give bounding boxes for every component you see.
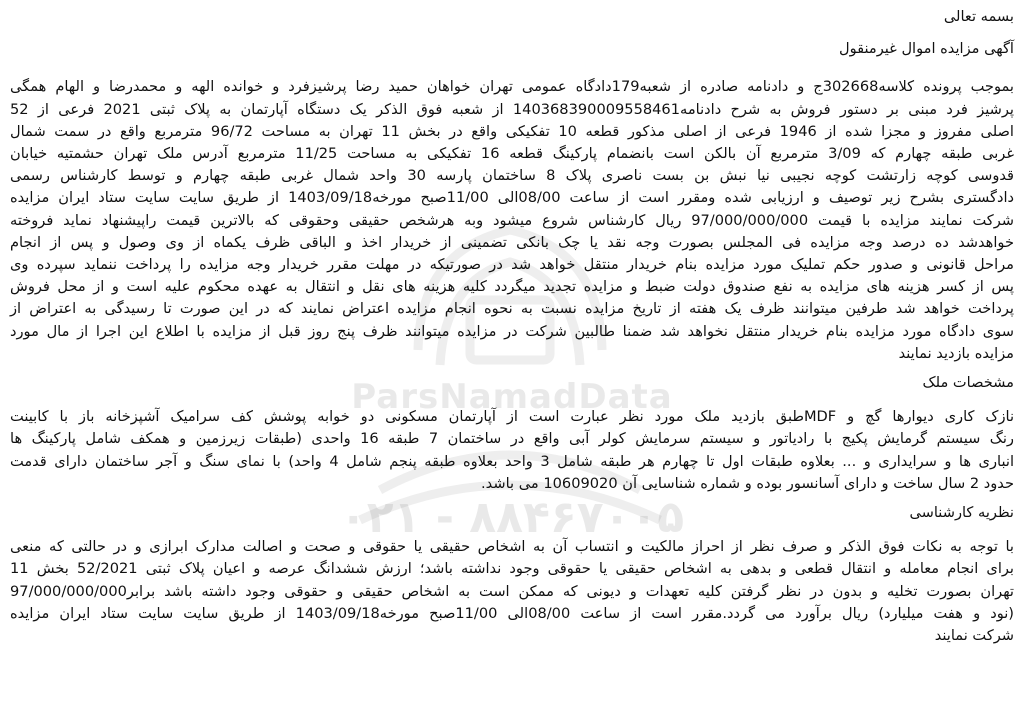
opinion-line: با توجه به نکات فوق الذکر و صرف نظر از احراز مالکیت و انتساب آن به اشخاص حقیقی یا حقوقی و صحت و اصالت مدارک ابرازی و در حالتی که منعی — [10, 538, 1014, 556]
opinion-line: برای انجام معامله و انتقال قطعی و بدهی به اشخاص حقیقی یا حقوقی وجود نداشته باشد؛ ارزش ششدانگ عرصه و اعیان پلاک ثبتی 52/2021 بخش 11 — [10, 560, 1014, 578]
body-line: دادگستری بشرح زیر توصیف و ارزیابی شده ومقرر است از ساعت 08/00الی 11/00صبح مورخه1403/09/18 از طریق سایت سایت ستاد ایران مزایده — [10, 189, 1015, 207]
specs-line: انباری ها و سرایداری و ... بعلاوه طبقات اول تا چهارم هر طبقه شامل 3 واحد بعلاوه طبقه پنجم شامل 4 واحد) با نمای سنگ و آجر ساختمان دارای قدمت — [10, 452, 1014, 470]
body-line: مزایده بازدید نمایند — [898, 344, 1014, 362]
watermark-phone: ۰۲۱ - ۸۸۴۶۷۰۰۵ — [339, 492, 685, 543]
body-line: مراحل قانونی و صدور حکم تملیک مورد مزایده بنام خریدار منتقل خواهد شد در صورتیکه در مهلت مقرر خریدار وجه مزایده را پرداخت ننماید سپرده وی — [10, 256, 1014, 274]
specs-line: رنگ سیستم گرمایش پکیج با رادیاتور و سیستم سرمایش کولر آبی واقع در ساختمان 7 طبقه 16 واحدی (طبقات زیرزمین و همکف شامل پارکینگ ها — [10, 430, 1014, 448]
body-line: اصلی مفروز و مجزا شده از 1946 فرعی از اصلی مذکور قطعه 10 تفکیکی واقع در بخش 11 تهران به مساحت 96/72 مترمربع واقع در سمت شمال — [10, 122, 1014, 140]
watermark-name: ParsNamadData — [351, 377, 673, 417]
expert-opinion-heading: نظریه کارشناسی — [909, 504, 1014, 522]
opinion-line: شرکت نمایند — [934, 627, 1014, 645]
body-line: قدوسی کوچه زارتشت کوچه نجیبی نیا نبش بن بست ناصری پلاک 8 ساختمان پارسه 30 واحد شمال غربی طبقه چهارم و توسط کارشناس رسمی — [10, 167, 1014, 185]
body-line: خواهدشد ده درصد وجه مزایده فی المجلس بصورت وجه نقد یا چک بانکی تضمینی از خریدار اخذ و الباقی ظرف یکماه از وی وصول و پس از انجام — [10, 233, 1014, 251]
opinion-line: (نود و هفت میلیارد) ریال برآورد می گردد.مقرر است از ساعت 08/00الی 11/00صبح مورخه1403/09/18 از طریق سایت سایت ستاد ایران مزایده — [10, 604, 1015, 622]
property-specs-heading: مشخصات ملک — [922, 374, 1014, 392]
body-line: شرکت نمایند مزایده با قیمت 97/000/000/000 ریال کارشناس شروع میشود وبه هرشخص حقیقی وحقوقی که بالاترین قیمت راپیشنهاد نماید فروخته — [10, 211, 1014, 229]
expert-opinion-paragraph — [10, 536, 1014, 647]
opinion-line: تهران بصورت تخلیه و بدون در نظر گرفتن کلیه تعهدات و دیونی که ممکن است به اشخاص حقیقی و حقوقی وجود داشته باشد برابر97/000/000/000 — [10, 582, 1014, 600]
body-line: غربی طبقه چهارم که 3/09 مترمربع آن بالکن است بانضمام پارکینگ قطعه 16 تفکیکی به مساحت 11/25 مترمربع آدرس ملک تهران حشمتیه خیابان — [10, 145, 1014, 163]
body-line: سوی دادگاه مورد مزایده بنام خریدار منتقل نخواهد شد ضمنا طالبین شرکت در مزایده میتوانند ظرف پنج روز قبل از مزایده با اطلاع این اجرا از مال مورد — [10, 322, 1014, 340]
basmala: بسمه تعالی — [943, 8, 1014, 25]
body-line: پرداخت خواهد شد طرفین میتوانند ظرف یک هفته از تاریخ مزایده نسبت به نحوه انجام مزایده اعتراض نمایند که در این صورت تا رسیدگی به اعتراض از — [10, 300, 1014, 318]
body-line: پرشیز فرد مبنی بر دستور فروش به شرح دادنامه140368390009558461 از شعبه فوق الذکر یک دستگاه آپارتمان به پلاک ثبتی 2021 فرعی از 52 — [10, 100, 1014, 118]
property-specs-paragraph — [10, 406, 1014, 495]
body-line: بموجب پرونده کلاسه302668ج و دادنامه صادره از شعبه179دادگاه عمومی تهران خواهان حمید رضا پرشیزفرد و خوانده الهه و محمدرضا و الهام همگی — [10, 78, 1014, 96]
notice-body-paragraph — [10, 76, 1014, 365]
body-line: پس از کسر هزینه های مزایده به نفع صندوق دولت ضبط و مزایده تجدید میگردد کلیه هزینه های نقل و انتقال به عهده محکوم علیه است و از محل فروش — [10, 278, 1014, 296]
specs-line: حدود 2 سال ساخت و دارای آسانسور بوده و شماره شناسایی آن 10609020 می باشد. — [481, 474, 1014, 492]
notice-title: آگهی مزایده اموال غیرمنقول — [838, 40, 1014, 58]
specs-line: نازک کاری دیوارها گچ و MDFطبق بازدید ملک مورد نظر عبارت است از آپارتمان مسکونی دو خوابه پوشش کف سرامیک آشپزخانه باز با کابینت — [10, 408, 1015, 426]
